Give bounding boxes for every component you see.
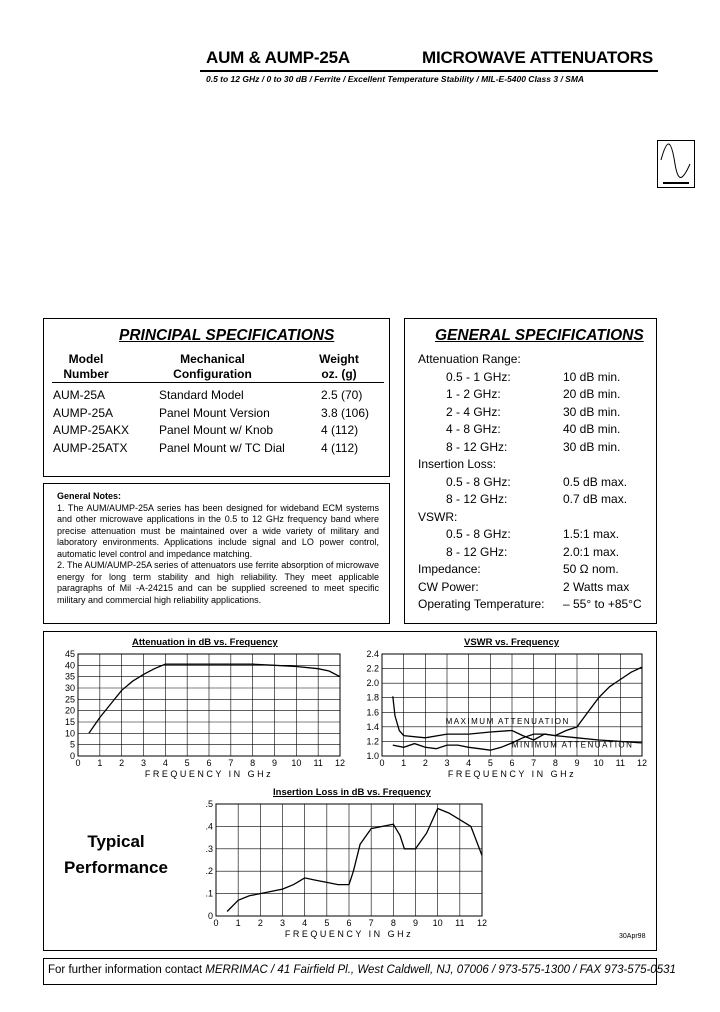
x-tick-label: 12	[636, 758, 648, 768]
y-tick-label: 35	[64, 671, 75, 682]
x-tick-label: 9	[574, 758, 580, 768]
x-tick-label: 11	[615, 758, 626, 768]
x-tick-label: 10	[593, 758, 604, 768]
spec-label: 1 - 2 GHz:	[446, 387, 501, 401]
spec-label: Attenuation Range:	[418, 352, 521, 366]
x-axis-label: FREQUENCY IN GHz	[447, 769, 577, 779]
notes-title: General Notes:	[57, 491, 122, 501]
x-axis-label: FREQUENCY IN GHz	[144, 769, 274, 779]
y-tick-label: 10	[64, 728, 75, 739]
spec-value: 10 dB min.	[563, 369, 621, 384]
x-tick-label: 11	[455, 918, 465, 928]
x-tick-label: 5	[324, 918, 330, 928]
x-tick-label: 1	[401, 758, 407, 768]
typical-line-1: Typical	[87, 832, 145, 851]
model-heading: AUM & AUMP-25A	[206, 48, 350, 67]
x-tick-label: 5	[487, 758, 493, 768]
table-cell-config: Panel Mount Version	[159, 406, 270, 420]
y-tick-label: 1.4	[366, 721, 379, 732]
spec-label: 8 - 12 GHz:	[446, 544, 508, 559]
y-tick-label: 2.0	[366, 678, 379, 689]
x-tick-label: 8	[552, 758, 558, 768]
x-tick-label: 8	[390, 918, 396, 928]
spec-label: 4 - 8 GHz:	[446, 422, 501, 436]
header-rule	[200, 70, 658, 72]
typical-line-2: Performance	[64, 858, 168, 877]
spec-label: Insertion Loss:	[418, 457, 497, 471]
y-tick-label: 1.2	[366, 736, 379, 747]
table-cell-model: AUMP-25ATX	[53, 441, 128, 455]
spec-value: 20 dB min.	[563, 387, 621, 401]
x-tick-label: 3	[444, 758, 450, 768]
table-cell-weight: 4 (112)	[321, 441, 359, 455]
spec-value: 40 dB min.	[563, 422, 621, 436]
y-tick-label: 40	[64, 660, 75, 671]
x-tick-label: 8	[250, 758, 256, 768]
x-tick-label: 1	[97, 758, 103, 768]
col-header-model: Model Number	[63, 352, 109, 381]
table-cell-weight: 3.8 (106)	[321, 406, 370, 420]
attenuation-chart-title: Attenuation in dB vs. Frequency	[132, 637, 278, 648]
x-tick-label: 2	[422, 758, 428, 768]
vswr-chart	[346, 648, 652, 780]
merrimac-logo	[657, 140, 695, 188]
x-tick-label: 11	[313, 758, 323, 768]
table-cell-config: Panel Mount w/ TC Dial	[159, 441, 285, 455]
spec-label: 8 - 12 GHz:	[446, 439, 508, 454]
annotation-min-attenuation: MINIMUM ATTENUATION	[511, 740, 634, 750]
y-tick-label: 2.4	[366, 649, 379, 659]
x-tick-label: 5	[184, 758, 190, 768]
y-tick-label: 1.0	[366, 751, 379, 761]
spec-value: 0.5 dB max.	[563, 474, 628, 489]
y-tick-label: 15	[64, 717, 75, 727]
table-cell-model: AUMP-25AKX	[53, 423, 130, 437]
spec-label: 8 - 12 GHz:	[446, 492, 508, 506]
y-tick-label: 2.2	[366, 663, 379, 674]
insertion-loss-chart-title: Insertion Loss in dB vs. Frequency	[273, 787, 431, 798]
principal-specs-title: PRINCIPAL SPECIFICATIONS	[119, 327, 335, 344]
x-tick-label: 3	[279, 918, 286, 928]
general-specs-title: GENERAL SPECIFICATIONS	[435, 327, 644, 344]
table-cell-config: Panel Mount w/ Knob	[159, 423, 274, 437]
spec-label: Impedance:	[418, 562, 481, 576]
subtitle: 0.5 to 12 GHz / 0 to 30 dB / Ferrite / Excellent Temperature Stability / MIL-E-5400 Class 3 / SMA	[206, 74, 585, 84]
attenuation-chart	[50, 648, 350, 780]
table-cell-model: AUM-25A	[53, 388, 106, 402]
x-tick-label: 7	[368, 918, 374, 928]
spec-value: 2 Watts max	[563, 579, 630, 594]
spec-label: Operating Temperature:	[418, 597, 545, 611]
footer-lead: For further information contact	[48, 964, 206, 976]
x-tick-label: 1	[235, 918, 241, 928]
y-tick-label: 20	[64, 705, 75, 716]
x-tick-label: 0	[213, 918, 219, 928]
x-tick-label: 4	[302, 918, 308, 928]
spec-value: 30 dB min.	[563, 439, 621, 454]
y-tick-label: 1.8	[366, 692, 379, 703]
spec-value: 30 dB min.	[563, 404, 621, 419]
note-2: 2. The AUM/AUMP-25A series of attenuators use ferrite absorption of microwave energy for long term stability and high reliability. They meet applicable paragraphs of Mil -A-24215 and can be supplied screened to meet specific military and commercial high reliability applications.	[57, 560, 379, 605]
table-cell-config: Standard Model	[159, 388, 244, 402]
x-tick-label: 0	[75, 758, 81, 768]
x-tick-label: 2	[257, 918, 263, 928]
spec-value: – 55° to +85°C	[563, 597, 642, 611]
spec-value: 0.7 dB max.	[563, 492, 628, 506]
y-tick-label: 1.6	[366, 707, 379, 718]
y-tick-label: .2	[205, 866, 213, 877]
y-tick-label: .5	[205, 799, 213, 809]
x-tick-label: 12	[476, 918, 488, 928]
note-1: 1. The AUM/AUMP-25A series has been designed for wideband ECM systems and other microwave applications in the 0.5 to 12 GHz frequency band where precise attenuation must be maintained over a wide variety of military and laboratory environments. Applications include signal and LO power control, automatic level control and impedance matching.	[57, 502, 379, 559]
spec-value: 2.0:1 max.	[563, 544, 620, 559]
spec-label: 0.5 - 8 GHz:	[446, 527, 511, 541]
y-tick-label: 0	[69, 751, 75, 761]
insertion-loss-chart	[196, 798, 496, 942]
x-tick-label: 4	[466, 758, 472, 768]
table-header-rule	[52, 382, 384, 383]
spec-label: 0.5 - 1 GHz:	[446, 369, 511, 384]
table-cell-weight: 4 (112)	[321, 423, 359, 437]
col-header-weight: Weight oz. (g)	[319, 352, 359, 381]
x-tick-label: 7	[228, 758, 234, 768]
table-cell-model: AUMP-25A	[53, 406, 114, 420]
y-tick-label: .4	[205, 821, 213, 832]
spec-label: 2 - 4 GHz:	[446, 404, 501, 419]
table-cell-weight: 2.5 (70)	[321, 388, 363, 402]
y-tick-label: 30	[64, 683, 75, 693]
general-notes	[57, 491, 379, 606]
y-tick-label: 5	[69, 739, 75, 750]
spec-value: 1.5:1 max.	[563, 527, 620, 541]
date-code: 30Apr98	[619, 933, 646, 940]
y-tick-label: 25	[64, 694, 75, 705]
x-tick-label: 7	[531, 758, 537, 768]
series-line	[89, 664, 340, 733]
x-tick-label: 6	[509, 758, 515, 768]
col-header-config: Mechanical Configuration	[173, 352, 252, 381]
x-tick-label: 0	[379, 758, 385, 768]
y-tick-label: 45	[64, 649, 75, 659]
x-tick-label: 6	[206, 758, 212, 768]
spec-label: 0.5 - 8 GHz:	[446, 474, 511, 489]
y-tick-label: .1	[205, 888, 213, 899]
y-tick-label: 0	[207, 911, 213, 921]
y-tick-label: .3	[205, 843, 213, 854]
vswr-chart-title: VSWR vs. Frequency	[464, 637, 560, 648]
x-tick-label: 9	[412, 918, 419, 928]
x-tick-label: 9	[271, 758, 278, 768]
x-tick-label: 6	[346, 918, 352, 928]
x-tick-label: 3	[140, 758, 147, 768]
x-tick-label: 2	[119, 758, 125, 768]
spec-label: VSWR:	[418, 509, 458, 524]
x-tick-label: 12	[334, 758, 346, 768]
footer-text	[48, 964, 676, 976]
product-heading: MICROWAVE ATTENUATORS	[422, 48, 653, 67]
series-line	[393, 667, 642, 740]
typical-performance-label	[56, 829, 176, 881]
spec-label: CW Power:	[418, 579, 479, 594]
spec-value: 50 Ω nom.	[563, 562, 619, 576]
series-line	[227, 809, 482, 912]
x-tick-label: 4	[162, 758, 168, 768]
x-axis-label: FREQUENCY IN GHz	[284, 929, 414, 939]
x-tick-label: 10	[291, 758, 302, 768]
annotation-max-attenuation: MAXIMUM ATTENUATION	[445, 716, 570, 726]
footer-contact: MERRIMAC / 41 Fairfield Pl., West Caldwell, NJ, 07006 / 973-575-1300 / FAX 973-575-0531	[205, 964, 676, 976]
x-tick-label: 10	[432, 918, 443, 928]
